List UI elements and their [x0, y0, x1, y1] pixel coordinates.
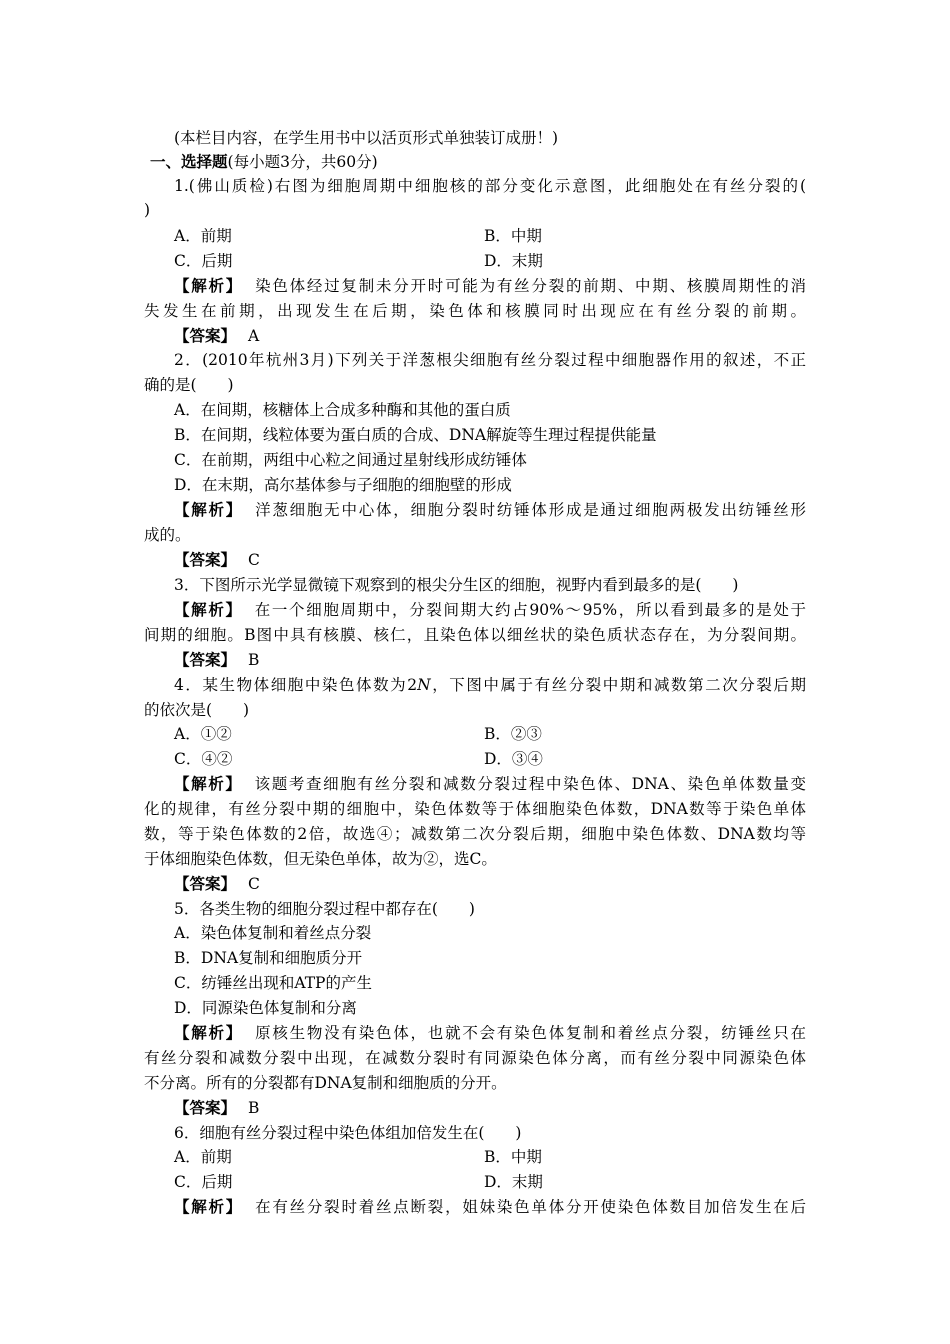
q5-analysis-line-1	[174, 1021, 806, 1045]
q4-analysis-line-2: 化的规律，有丝分裂中期的细胞中，染色体数等于体细胞染色体数，DNA数等于染色单体	[144, 800, 806, 818]
answer-tag: 【答案】	[174, 326, 237, 345]
q3-answer-value: B	[248, 651, 260, 669]
analysis-tag: 【解析】	[174, 276, 244, 295]
q2-option-b: B．在间期，线粒体要为蛋白质的合成、DNA解旋等生理过程提供能量	[174, 426, 657, 444]
q2-answer	[174, 548, 260, 572]
section-note: (每小题3分，共60分)	[227, 153, 378, 171]
q1-answer	[174, 324, 259, 348]
q5-option-b: B．DNA复制和细胞质分开	[174, 949, 363, 967]
q1-option-b: B．中期	[484, 227, 542, 245]
q6-analysis-line-1	[174, 1195, 806, 1219]
q5-analysis-text-1: 原核生物没有染色体，也就不会有染色体复制和着丝点分裂，纺锤丝只在	[255, 1024, 806, 1042]
q4-answer-value: C	[248, 875, 260, 893]
q5-option-c: C．纺锤丝出现和ATP的产生	[174, 974, 372, 992]
q4-option-b: B．②③	[484, 725, 542, 743]
q5-option-d: D．同源染色体复制和分离	[174, 999, 357, 1017]
q6-option-b: B．中期	[484, 1148, 542, 1166]
q1-analysis-line-2: 失发生在前期，出现发生在后期，染色体和核膜同时出现应在有丝分裂的前期。	[144, 302, 806, 320]
q6-option-d: D．末期	[484, 1173, 543, 1191]
q3-answer	[174, 648, 259, 672]
q4-stem-part-a: 4．某生物体细胞中染色体数为2	[174, 676, 418, 694]
q2-answer-value: C	[248, 551, 260, 569]
q1-analysis-line-1	[174, 274, 806, 298]
q4-stem-variable: N	[417, 676, 431, 694]
q1-stem-line-1: 1.(佛山质检)右图为细胞周期中细胞核的部分变化示意图，此细胞处在有丝分裂的(	[174, 177, 806, 195]
q5-stem: 5．各类生物的细胞分裂过程中都存在( )	[174, 900, 475, 918]
q2-option-a: A．在间期，核糖体上合成多种酶和其他的蛋白质	[174, 401, 511, 419]
answer-tag: 【答案】	[174, 874, 237, 893]
q6-stem: 6．细胞有丝分裂过程中染色体组加倍发生在( )	[174, 1124, 522, 1142]
q5-option-a: A．染色体复制和着丝点分裂	[174, 924, 372, 942]
q6-analysis-text-1: 在有丝分裂时着丝点断裂，姐妹染色单体分开使染色体数目加倍发生在后	[255, 1198, 806, 1216]
analysis-tag: 【解析】	[174, 500, 244, 519]
q4-option-c: C．④②	[174, 750, 233, 768]
q5-answer-value: B	[248, 1099, 260, 1117]
q3-analysis-line-1	[174, 598, 806, 622]
answer-tag: 【答案】	[174, 550, 237, 569]
q4-stem-line-2: 的依次是( )	[144, 701, 250, 719]
q5-answer	[174, 1096, 259, 1120]
q4-analysis-line-4: 于体细胞染色体数，但无染色单体，故为②，选C。	[144, 850, 497, 868]
q3-stem: 3．下图所示光学显微镜下观察到的根尖分生区的细胞，视野内看到最多的是( )	[174, 576, 739, 594]
q2-stem-line-2: 确的是( )	[144, 376, 234, 394]
section-heading	[150, 150, 378, 174]
q4-answer	[174, 872, 260, 896]
q6-option-c: C．后期	[174, 1173, 233, 1191]
q1-option-a: A．前期	[174, 227, 232, 245]
q2-option-c: C．在前期，两组中心粒之间通过星射线形成纺锤体	[174, 451, 527, 469]
section-title: 一、选择题	[150, 152, 228, 171]
analysis-tag: 【解析】	[174, 600, 243, 619]
q3-analysis-text-1: 在一个细胞周期中，分裂间期大约占90%～95%，所以看到最多的是处于	[254, 601, 806, 619]
q1-analysis-text-1: 染色体经过复制未分开时可能为有丝分裂的前期、中期、核膜周期性的消	[255, 277, 806, 295]
q1-option-c: C．后期	[174, 252, 233, 270]
analysis-tag: 【解析】	[174, 1023, 244, 1042]
q4-option-d: D．③④	[484, 750, 543, 768]
answer-tag: 【答案】	[174, 1098, 237, 1117]
header-note: (本栏目内容，在学生用书中以活页形式单独装订成册！)	[174, 129, 559, 147]
q1-option-d: D．末期	[484, 252, 543, 270]
q5-analysis-line-3: 不分离。所有的分裂都有DNA复制和细胞质的分开。	[144, 1074, 507, 1092]
q6-option-a: A．前期	[174, 1148, 232, 1166]
q1-answer-value: A	[248, 327, 260, 345]
q4-option-a: A．①②	[174, 725, 232, 743]
q2-option-d: D．在末期，高尔基体参与子细胞的细胞壁的形成	[174, 476, 512, 494]
q2-analysis-line-1	[174, 498, 806, 522]
q4-stem-line-1	[174, 673, 806, 697]
q2-analysis-text-1: 洋葱细胞无中心体，细胞分裂时纺锤体形成是通过细胞两极发出纺锤丝形	[255, 501, 806, 519]
analysis-tag: 【解析】	[174, 774, 243, 793]
q2-analysis-line-2: 成的。	[144, 526, 191, 544]
analysis-tag: 【解析】	[174, 1197, 244, 1216]
q4-stem-part-b: ，下图中属于有丝分裂中期和减数第二次分裂后期	[430, 676, 806, 694]
q5-analysis-line-2: 有丝分裂和减数分裂中出现，在减数分裂时有同源染色体分离，而有丝分裂中同源染色体	[144, 1049, 806, 1067]
answer-tag: 【答案】	[174, 650, 237, 669]
q1-stem-line-2: )	[144, 201, 151, 219]
q4-analysis-line-1	[174, 772, 806, 796]
q2-stem-line-1: 2．(2010年杭州3月)下列关于洋葱根尖细胞有丝分裂过程中细胞器作用的叙述，不正	[174, 351, 806, 369]
q3-analysis-line-2: 间期的细胞。B图中具有核膜、核仁，且染色体以细丝状的染色质状态存在，为分裂间期。	[144, 626, 806, 644]
q4-analysis-text-1: 该题考查细胞有丝分裂和减数分裂过程中染色体、DNA、染色单体数量变	[254, 775, 806, 793]
q4-analysis-line-3: 数，等于染色体数的2倍，故选④；减数第二次分裂后期，细胞中染色体数、DNA数均等	[144, 825, 806, 843]
